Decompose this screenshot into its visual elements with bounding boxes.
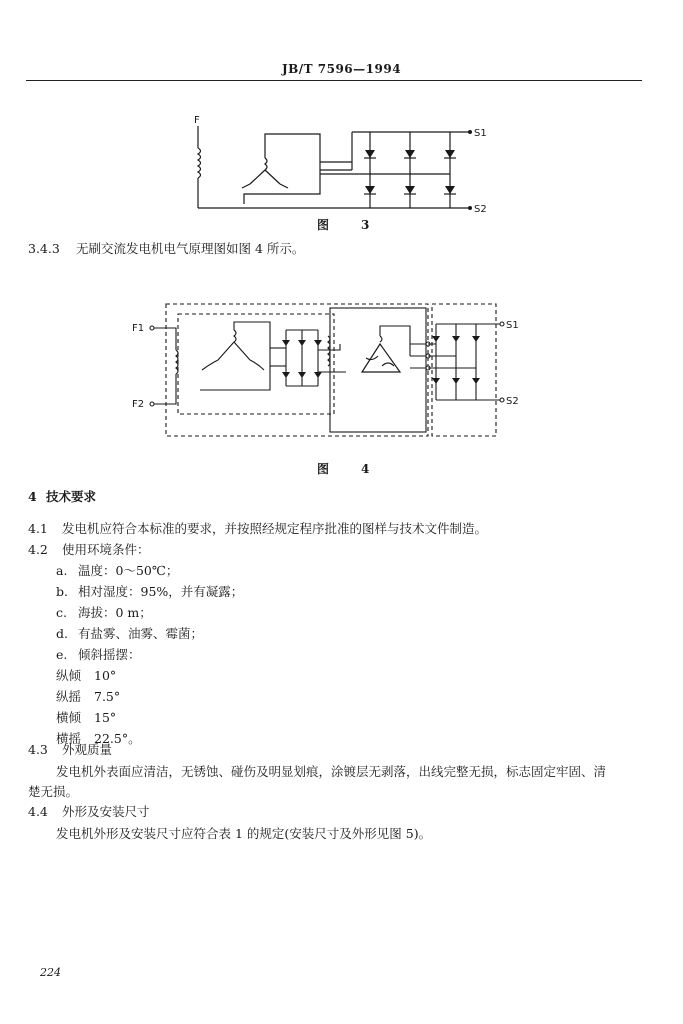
fig4-label-f1: F1 xyxy=(132,323,145,334)
figure-4-circuit-diagram xyxy=(130,300,530,440)
section-3-4-3-text: 无刷交流发电机电气原理图如图 4 所示。 xyxy=(76,241,305,256)
condition-a-text: 温度：0～50℃； xyxy=(78,563,179,578)
tilt-pitch-swing-label: 纵摇 xyxy=(56,689,82,704)
section-4-title: 技术要求 xyxy=(46,489,97,504)
tilt-pitch-swing-value: 7.5° xyxy=(94,689,121,704)
figure-3-caption: 图 3 xyxy=(317,218,380,232)
section-4-4-title: 外形及安装尺寸 xyxy=(62,804,150,819)
section-4-1-text: 发电机应符合本标准的要求，并按照经规定程序批准的图样与技术文件制造。 xyxy=(62,521,488,536)
section-3-4-3-number: 3.4.3 xyxy=(28,241,60,256)
condition-a-marker: a. xyxy=(56,563,68,578)
tilt-roll-swing-value: 22.5°。 xyxy=(94,731,141,746)
fig3-label-f: F xyxy=(194,115,200,126)
section-4-3-line2: 楚无损。 xyxy=(28,784,79,799)
tilt-roll-value: 15° xyxy=(94,710,117,725)
section-4-4-number: 4.4 xyxy=(28,804,48,819)
tilt-pitch-label: 纵倾 xyxy=(56,668,82,683)
condition-e-marker: e. xyxy=(56,647,68,662)
fig4-label-s1: S1 xyxy=(506,320,519,331)
section-4-2-text: 使用环境条件： xyxy=(62,542,150,557)
document-number-header: JB/T 7596—1994 xyxy=(281,62,402,76)
fig3-label-s1: S1 xyxy=(474,128,487,139)
condition-c-marker: c. xyxy=(56,605,67,620)
condition-c-text: 海拔：0 m； xyxy=(78,605,152,620)
section-4-1-number: 4.1 xyxy=(28,521,48,536)
figure-3-circuit-diagram xyxy=(180,112,500,216)
figure-4-caption: 图 4 xyxy=(317,462,380,476)
condition-b-text: 相对湿度：95%，并有凝露； xyxy=(78,584,244,599)
section-4-2-number: 4.2 xyxy=(28,542,48,557)
tilt-pitch-value: 10° xyxy=(94,668,117,683)
section-4-3-line1: 发电机外表面应清洁，无锈蚀、碰伤及明显划痕，涂镀层无剥落，出线完整无损，标志固定牢固、清 xyxy=(56,764,607,779)
section-4-number: 4 xyxy=(28,489,37,504)
condition-d-text: 有盐雾、油雾、霉菌； xyxy=(78,626,204,641)
fig3-label-s2: S2 xyxy=(474,204,487,215)
section-4-4-text: 发电机外形及安装尺寸应符合表 1 的规定(安装尺寸及外形见图 5)。 xyxy=(56,826,432,841)
tilt-roll-swing-label: 横摇 xyxy=(56,731,82,746)
section-4-3-title: 外观质量 xyxy=(62,742,113,757)
condition-e-text: 倾斜摇摆： xyxy=(78,647,141,662)
tilt-roll-label: 横倾 xyxy=(56,710,82,725)
condition-d-marker: d. xyxy=(56,626,68,641)
section-4-3-number: 4.3 xyxy=(28,742,48,757)
condition-b-marker: b. xyxy=(56,584,68,599)
fig4-label-s2: S2 xyxy=(506,396,519,407)
fig4-label-f2: F2 xyxy=(132,399,145,410)
page-number: 224 xyxy=(40,966,61,979)
header-rule xyxy=(26,80,642,81)
